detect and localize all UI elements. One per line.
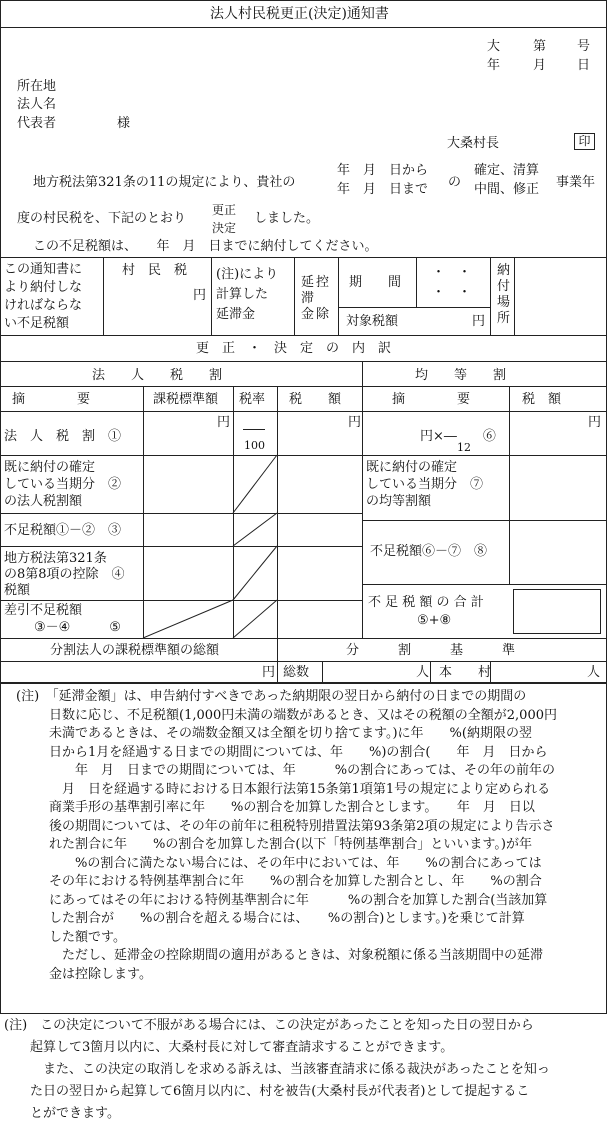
note1-line: (注) 「延滞金額」は、申告納付すべきであった納期限の翌日から納付の日までの期間の bbox=[16, 689, 527, 704]
divider bbox=[362, 520, 607, 521]
divider bbox=[0, 411, 607, 412]
note2-line: (注) この決定について不服がある場合には、この決定があったことを知った日の翌日から bbox=[4, 1018, 534, 1033]
divider bbox=[362, 584, 607, 585]
divider bbox=[338, 307, 490, 308]
note1-text bbox=[16, 688, 604, 984]
kind-b: 中間、修正 bbox=[474, 182, 540, 197]
col-amount: 税 額 bbox=[289, 392, 342, 407]
row2-label-2: している当期分 ② bbox=[4, 477, 122, 492]
divider bbox=[362, 361, 363, 638]
place-label-2: 付 bbox=[497, 279, 511, 294]
page-title: 法人村民税更正(決定)通知書 bbox=[210, 6, 389, 22]
note1-line: れた割合に年 %の割合を加算した割合(以下「特例基準割合」といいます。)が年 bbox=[49, 837, 532, 852]
right-row2-label-2: している当期分 ⑦ bbox=[366, 477, 484, 492]
equal-header: 均 等 割 bbox=[415, 368, 507, 383]
col-base: 課税標準額 bbox=[153, 392, 219, 407]
representative-label: 代表者 bbox=[17, 116, 57, 131]
head-office-label: 本 村 bbox=[439, 665, 492, 680]
row4-label-1: 地方税法第321条 bbox=[4, 551, 107, 566]
yen-unit: 円 bbox=[193, 288, 207, 303]
col-amount-right: 税 額 bbox=[522, 392, 562, 407]
target-tax-label: 対象税額 bbox=[346, 314, 399, 329]
row5-label-1: 差引不足税額 bbox=[4, 603, 83, 618]
total-count-label: 総数 bbox=[283, 665, 310, 680]
split-total-yen: 円 bbox=[262, 665, 276, 680]
note1-line: %の割合に満たない場合には、その年中においては、年 %の割合にあっては bbox=[49, 855, 542, 871]
penalty-label-2: 計算した bbox=[216, 287, 269, 302]
number-dai2: 第 bbox=[533, 39, 547, 54]
note1-line: 商業手形の基準割引率に年 %の割合を加算した割合とします。 年 月 日以 bbox=[49, 800, 535, 815]
right-row2-label-1: 既に納付の確定 bbox=[366, 460, 458, 475]
right-row1-label: 円×― ⑥ bbox=[420, 429, 496, 444]
corp-name-label: 法人名 bbox=[17, 97, 57, 112]
rate-fraction-bar bbox=[243, 429, 265, 430]
details-title: 更 正 ・ 決 定 の 内 訳 bbox=[196, 341, 392, 356]
split-basis-label: 分 割 基 準 bbox=[346, 643, 516, 658]
row1-amount-yen: 円 bbox=[348, 415, 362, 430]
right-row4-label-2: ⑤+⑧ bbox=[417, 613, 452, 628]
number-dai: 大 bbox=[487, 39, 501, 54]
right-row4-label-1: 不 足 税 額 の 合 計 bbox=[368, 595, 484, 610]
note1-line: した額です。 bbox=[49, 929, 126, 945]
shortage-label-3: ければならな bbox=[4, 298, 83, 313]
divider bbox=[0, 638, 607, 639]
period-to: 年 月 日まで bbox=[337, 182, 429, 197]
statement-line2-end: しました。 bbox=[254, 211, 320, 226]
right-row3-label: 不足税額⑥－⑦ ⑧ bbox=[370, 544, 488, 559]
place-label-1: 納 bbox=[497, 263, 511, 278]
note1-line: 未満であるときは、その端数金額又は全額を切り捨てます。)に年 %(納期限の翌 bbox=[49, 726, 532, 741]
base-column-slash bbox=[143, 600, 234, 638]
place-label-3: 場 bbox=[497, 295, 511, 310]
row5-label-2: ③－④ ⑤ bbox=[34, 620, 121, 635]
divider bbox=[277, 638, 278, 682]
deduction-label-3: 金除 bbox=[301, 307, 332, 322]
honorific: 様 bbox=[117, 116, 131, 131]
deadline-text: この不足税額は、 年 月 日までに納付してください。 bbox=[33, 239, 378, 254]
total-amount-box bbox=[513, 589, 601, 634]
divider bbox=[0, 546, 363, 547]
split-total-label: 分割法人の課税標準額の総額 bbox=[50, 643, 220, 658]
divider bbox=[0, 386, 607, 387]
row1-label: 法 人 税 割 ① bbox=[4, 429, 122, 444]
target-tax-yen: 円 bbox=[472, 314, 486, 329]
row2-label-3: の法人税割額 bbox=[4, 494, 83, 509]
row1-base-yen: 円 bbox=[217, 415, 231, 430]
penalty-label-1: (注)により bbox=[216, 267, 279, 282]
note2-text bbox=[4, 1015, 604, 1125]
note1-line: 金は控除します。 bbox=[49, 966, 152, 982]
divider bbox=[490, 661, 491, 682]
head-office-persons: 人 bbox=[587, 665, 601, 680]
statement-line2: 度の村民税を、下記のとおり bbox=[17, 211, 187, 226]
statement-no: の bbox=[448, 175, 462, 190]
note2-line: また、この決定の取消しを求める訴えは、当該審査請求に係る裁決があったことを知っ bbox=[4, 1062, 550, 1077]
divider bbox=[294, 257, 295, 335]
date-month: 月 bbox=[533, 58, 547, 73]
divider bbox=[0, 455, 363, 456]
number-go: 号 bbox=[577, 39, 591, 54]
rate-column-slashes bbox=[233, 455, 278, 638]
divider bbox=[211, 257, 212, 335]
shortage-label-1: この通知書に bbox=[4, 262, 83, 277]
place-label-4: 所 bbox=[497, 311, 511, 326]
right-row1-yen-top: 円 bbox=[588, 415, 602, 430]
statement-prefix: 地方税法第321条の11の規定により、貴社の bbox=[33, 175, 296, 190]
period-from: 年 月 日から bbox=[337, 163, 429, 178]
divider bbox=[430, 661, 431, 682]
payment-top-line bbox=[0, 257, 607, 258]
divider bbox=[416, 257, 417, 307]
corp-tax-header: 法 人 税 割 bbox=[92, 368, 223, 383]
kind-a: 確定、清算 bbox=[474, 163, 540, 178]
note1-line: 日数に応じ、不足税額(1,000円未満の端数があるとき、又はその税額の全額が2,000円 bbox=[49, 707, 557, 723]
period-label: 期 間 bbox=[349, 275, 402, 290]
note1-line: 月 日を経過する時における日本銀行法第15条第1項第1号の規定により定められる bbox=[49, 781, 551, 797]
payment-bottom-line bbox=[0, 335, 607, 336]
note1-line: にあってはその年における特例基準割合に年 %の割合を加算した割合(当該加算 bbox=[49, 892, 548, 908]
note1-line: その年における特例基準割合に年 %の割合を加算した割合とし、年 %の割合 bbox=[49, 874, 542, 889]
address-label: 所在地 bbox=[17, 79, 57, 94]
deduction-label-2: 滞 bbox=[301, 291, 315, 306]
divider bbox=[362, 455, 607, 456]
divider bbox=[103, 257, 104, 335]
note1-line: 後の期間については、その年の前年に租税特別措置法第93条第2項の規定により告示さ bbox=[49, 818, 555, 834]
row4-label-3: 税額 bbox=[4, 583, 31, 598]
note1-line: した割合が %の割合を超える場合には、 %の割合)とします。)を乗じて計算 bbox=[49, 911, 525, 926]
divider bbox=[338, 257, 339, 335]
row3-label: 不足税額①－② ③ bbox=[4, 523, 122, 538]
right-row2-label-3: の均等割額 bbox=[366, 494, 432, 509]
statement-suffix: 事業年 bbox=[556, 175, 596, 190]
col-rate: 税率 bbox=[239, 392, 266, 407]
note2-line: た日の翌日から起算して6箇月以内に、村を被告(大桑村長が代表者)として提起するこ bbox=[4, 1084, 530, 1099]
divider bbox=[0, 661, 607, 662]
note1-line: ただし、延滞金の控除期間の適用があるときは、対象税額に係る当該期間中の延滞 bbox=[49, 948, 544, 963]
note1-line: 日から1月を経過する日までの期間については、年 %)の割合( 年 月 日から bbox=[49, 744, 548, 760]
divider bbox=[514, 257, 515, 335]
seal-mark: 印 bbox=[574, 133, 595, 150]
right-row1-denominator: 12 bbox=[457, 441, 471, 454]
village-tax-label: 村 民 税 bbox=[122, 263, 188, 278]
date-year: 年 bbox=[487, 58, 501, 73]
action-a: 更正 bbox=[212, 203, 237, 217]
note2-line: とができます。 bbox=[4, 1106, 120, 1121]
row2-label-1: 既に納付の確定 bbox=[4, 460, 96, 475]
total-count-persons: 人 bbox=[416, 665, 430, 680]
divider bbox=[322, 661, 323, 682]
date-day: 日 bbox=[577, 58, 591, 73]
period-dots-2: ・ ・ bbox=[432, 285, 472, 300]
note2-line: 起算して3箇月以内に、大桑村長に対して審査請求することができます。 bbox=[4, 1040, 454, 1055]
penalty-label-3: 延滞金 bbox=[216, 307, 256, 322]
action-b: 決定 bbox=[212, 221, 237, 235]
deduction-label-1: 延控 bbox=[301, 275, 332, 290]
col-desc-right: 摘 要 bbox=[392, 392, 471, 407]
divider bbox=[509, 386, 510, 584]
divider bbox=[0, 361, 607, 362]
shortage-label-2: より納付しな bbox=[4, 280, 83, 295]
note1-line: 年 月 日までの期間については、年 %の割合にあっては、その年の前年の bbox=[49, 763, 555, 778]
col-desc: 摘 要 bbox=[12, 392, 91, 407]
shortage-label-4: い不足税額 bbox=[4, 316, 70, 331]
mayor-name: 大桑村長 bbox=[447, 136, 500, 151]
row4-label-2: の8第8項の控除 ④ bbox=[4, 567, 125, 582]
rate-denominator: 100 bbox=[244, 439, 265, 452]
divider bbox=[490, 257, 491, 335]
period-dots-1: ・ ・ bbox=[432, 265, 472, 280]
divider bbox=[0, 513, 363, 514]
title-divider bbox=[0, 27, 607, 28]
